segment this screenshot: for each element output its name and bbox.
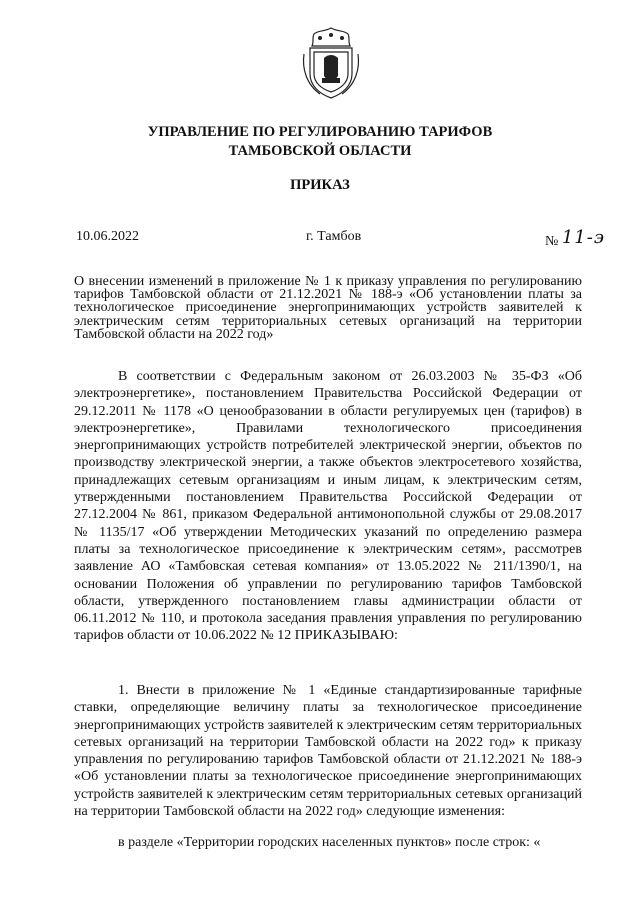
document-date: 10.06.2022 xyxy=(76,229,139,244)
document-type: ПРИКАЗ xyxy=(290,177,350,193)
document-number xyxy=(545,229,605,250)
section-change-paragraph: в разделе «Территории городских населенных пунктов» после строк: « xyxy=(118,835,541,850)
order-item-1: 1. Внести в приложение № 1 «Единые стандартизированные тарифные ставки, определяющие величину платы за технологическое присоединение энергопринимающих устройств заявителей к электрическим сетям территориальных сетевых организаций на территории Тамбовской области на 2022 год» к приказу управления по регулированию тарифов Тамбовской области от 21.12.2021 № 188-э «Об установлении платы за технологическое присоединение энергопринимающих устройств заявителей к электрическим сетям территориальных сетевых организаций на территории Тамбовской области на 2022 год» следующие изменения: xyxy=(74,683,582,820)
number-label: № xyxy=(545,234,559,249)
document-city: г. Тамбов xyxy=(306,229,362,244)
document-subject: О внесении изменений в приложение № 1 к приказу управления по регулированию тарифов Тамбовской области от 21.12.2021 № 188-э «Об установлении платы за технологическое присоединение энергопринимающих устройств заявителей к электрическим сетям территориальных сетевых организаций на территории Тамбовской области на 2022 год» xyxy=(74,274,582,342)
authority-name-line2: ТАМБОВСКОЙ ОБЛАСТИ xyxy=(228,143,412,159)
coat-of-arms-emblem xyxy=(300,24,362,102)
authority-name-line1: УПРАВЛЕНИЕ ПО РЕГУЛИРОВАНИЮ ТАРИФОВ xyxy=(147,124,493,140)
preamble-paragraph: В соответствии с Федеральным законом от 26.03.2003 № 35-ФЗ «Об электроэнергетике», постановлением Правительства Российской Федерации от 29.12.2011 № 1178 «О ценообразовании в области регулируемых цен (тарифов) в электроэнергетике», Правилами технологического присоединения энергопринимающих устройств потребителей электрической энергии, объектов по производству электрической энергии, а также объектов электросетевого хозяйства, принадлежащих сетевым организациям и иным лицам, к электрическим сетям, утвержденными постановлением Правительства Российской Федерации от 27.12.2004 № 861, приказом Федеральной антимонопольной службы от 29.08.2017 № 1135/17 «Об утверждении Методических указаний по определению размера платы за технологическое присоединение к электрическим сетям», рассмотрев заявление АО «Тамбовская сетевая компания» от 13.05.2022 № 211/1390/1, на основании Положения об управлении по регулированию тарифов Тамбовской области, утвержденного постановлением главы администрации области от 06.11.2012 № 110, и протокола заседания правления управления по регулированию тарифов области от 10.06.2022 № 12 ПРИКАЗЫВАЮ: xyxy=(74,369,582,644)
handwritten-number: 11-э xyxy=(561,227,605,248)
